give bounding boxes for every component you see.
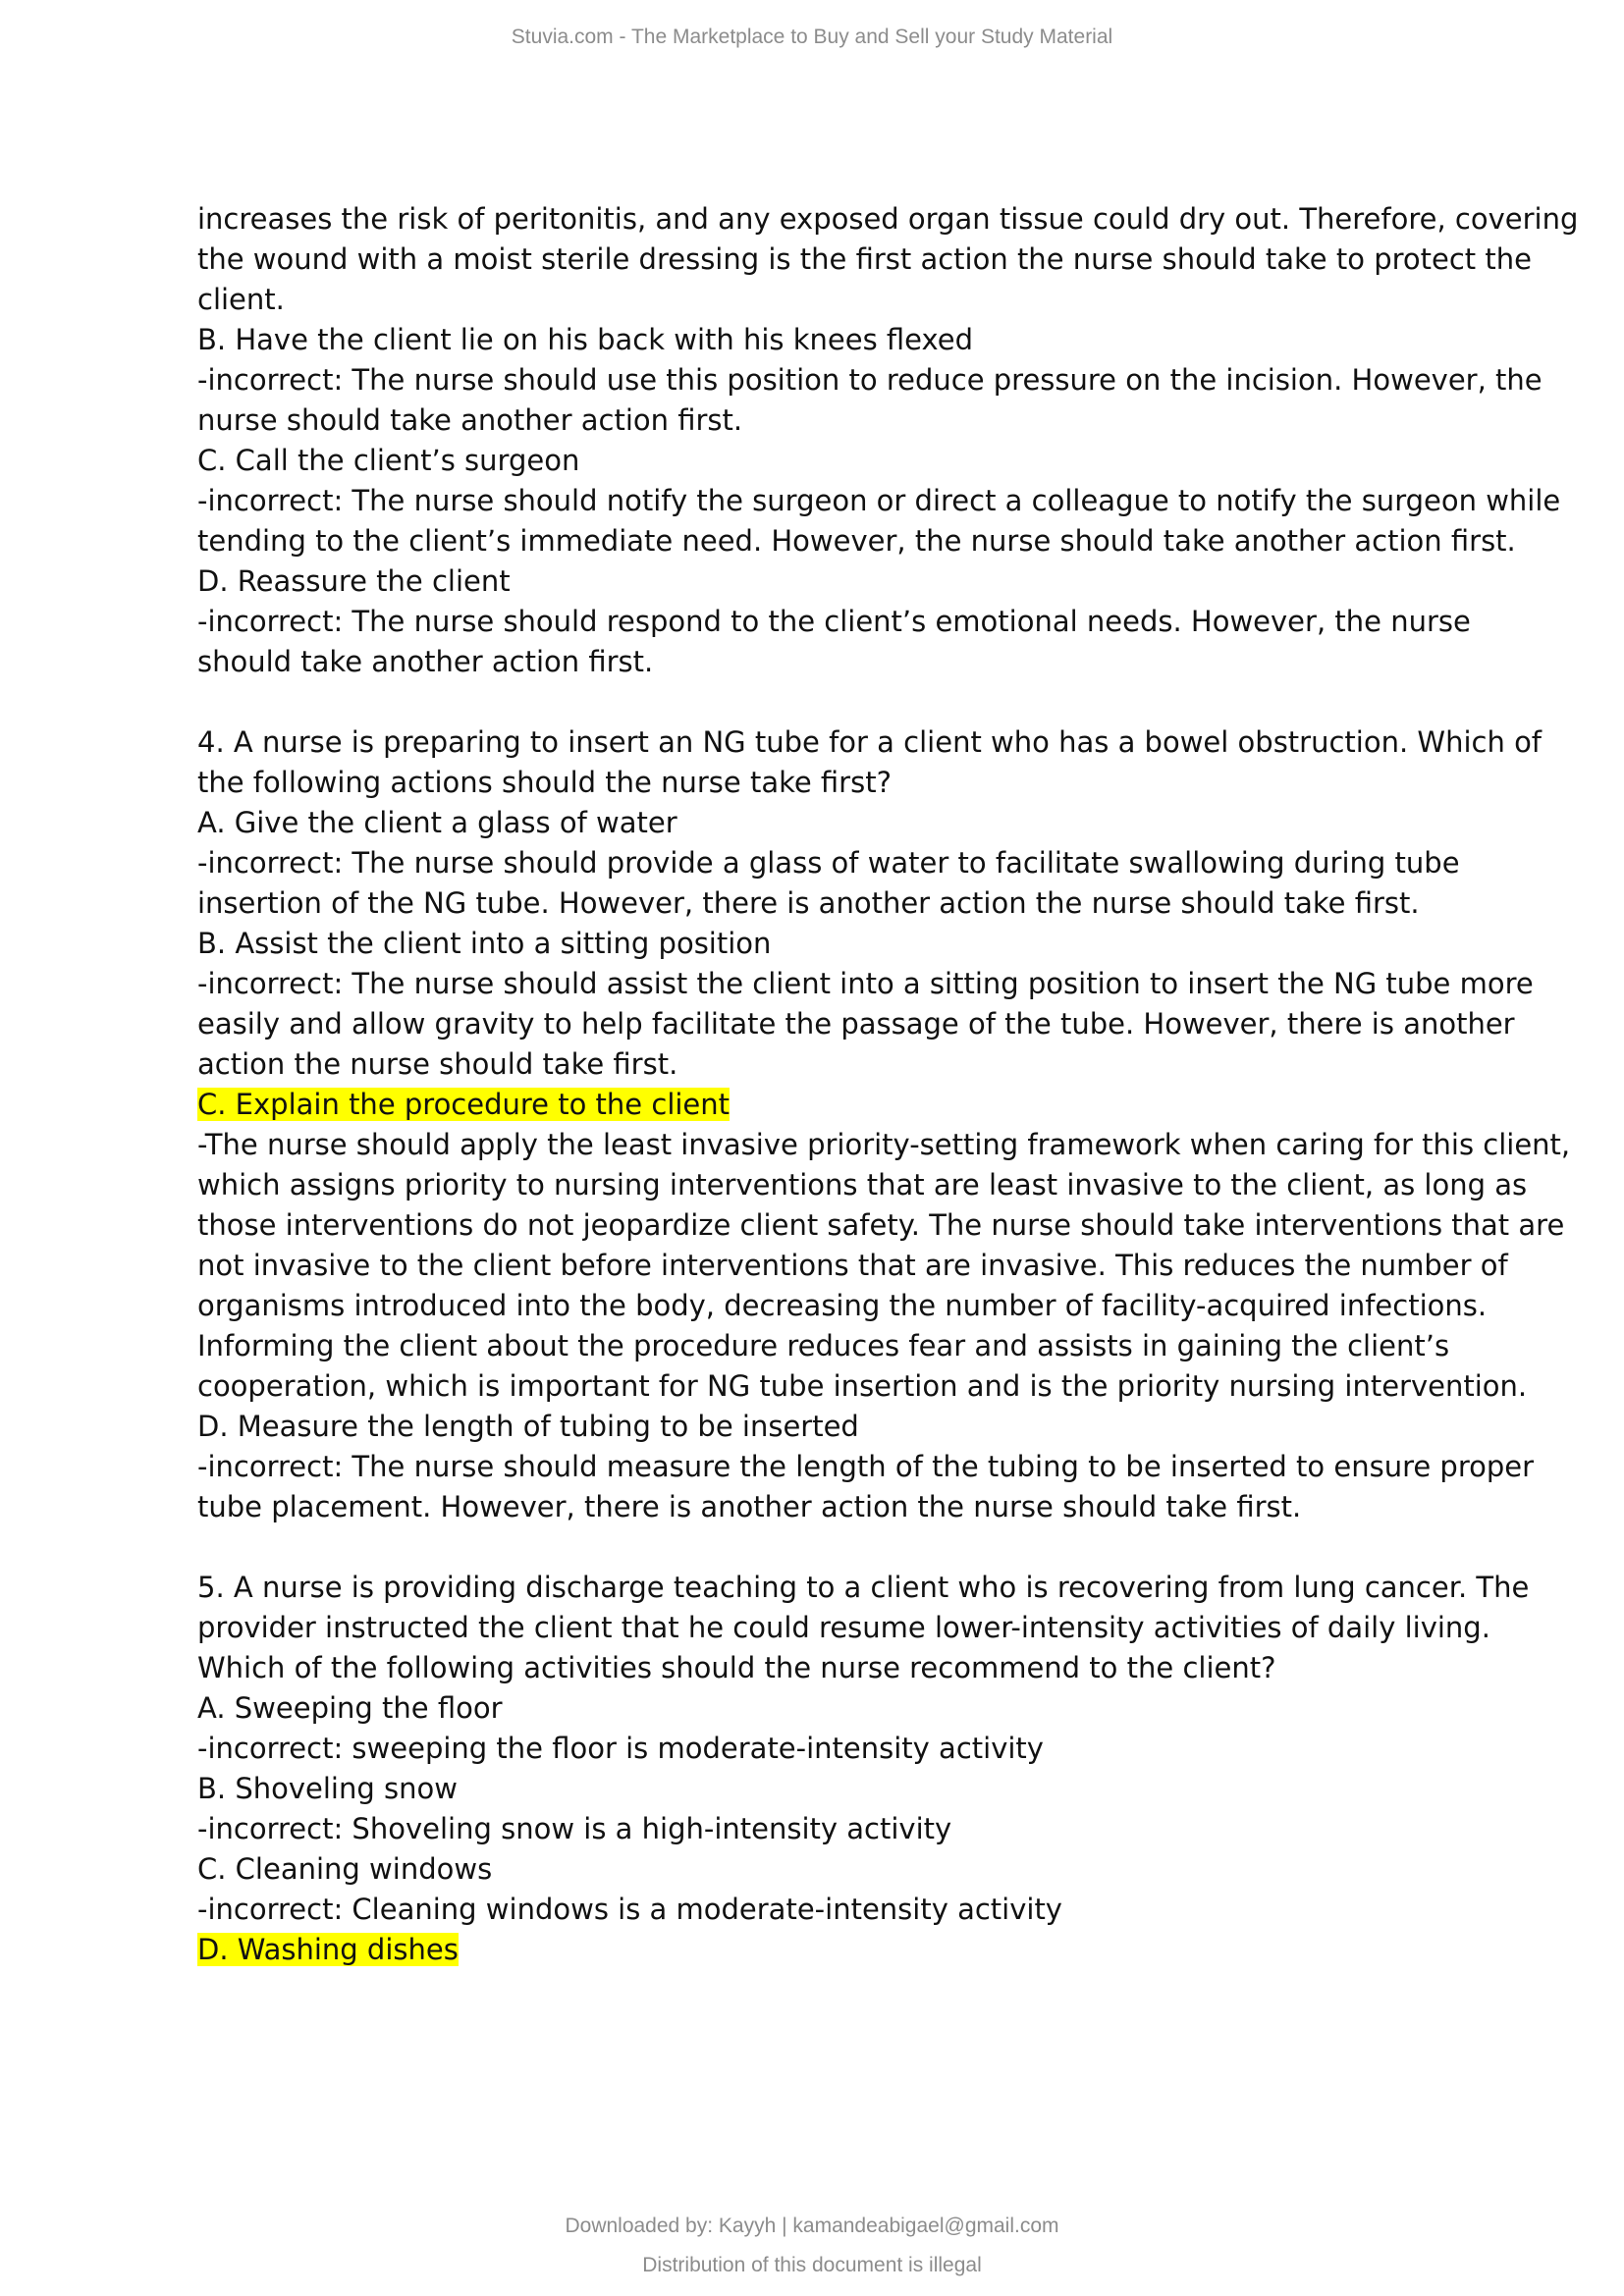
q5-correct-answer-highlight: D. Washing dishes [197, 1933, 459, 1966]
q5-question: Which of the following activities should the nurse recommend to the client? [197, 1651, 1276, 1684]
text-line: -incorrect: The nurse should use this position to reduce pressure on the incision. However, the [197, 363, 1543, 397]
q4-rationale-c: cooperation, which is important for NG tube insertion and is the priority nursing intervention. [197, 1369, 1528, 1403]
q4-rationale-a: insertion of the NG tube. However, there is another action the nurse should take first. [197, 886, 1420, 920]
q4-rationale-d: -incorrect: The nurse should measure the length of the tubing to be inserted to ensure proper [197, 1450, 1535, 1483]
q4-rationale-b: easily and allow gravity to help facilitate the passage of the tube. However, there is another [197, 1007, 1515, 1041]
site-banner: Stuvia.com - The Marketplace to Buy and Sell your Study Material [511, 26, 1113, 48]
q3-option-b: B. Have the client lie on his back with his knees flexed [197, 323, 974, 356]
q3-option-c: C. Call the client’s surgeon [197, 444, 580, 477]
q4-rationale-c: those interventions do not jeopardize client safety. The nurse should take interventions that are [197, 1208, 1565, 1242]
q4-option-d: D. Measure the length of tubing to be inserted [197, 1410, 859, 1443]
distribution-notice: Distribution of this document is illegal [642, 2254, 982, 2276]
q4-question: the following actions should the nurse take first? [197, 766, 892, 799]
text-line: -incorrect: The nurse should respond to the client’s emotional needs. However, the nurse [197, 605, 1471, 638]
text-line: tending to the client’s immediate need. However, the nurse should take another action first. [197, 524, 1516, 558]
q4-rationale-b: -incorrect: The nurse should assist the client into a sitting position to insert the NG tube more [197, 967, 1534, 1000]
q5-option-b: B. Shoveling snow [197, 1772, 458, 1805]
q4-rationale-c: -The nurse should apply the least invasive priority-setting framework when caring for this client, [197, 1128, 1571, 1161]
text-line: client. [197, 283, 285, 316]
q4-option-a: A. Give the client a glass of water [197, 806, 677, 839]
q5-question: 5. A nurse is providing discharge teaching to a client who is recovering from lung cancer. The [197, 1571, 1530, 1604]
q4-option-c-correct-line [197, 1085, 1493, 1125]
q5-option-d-correct-line [197, 1930, 1493, 1970]
q5-option-a: A. Sweeping the floor [197, 1691, 503, 1725]
q4-rationale-a: -incorrect: The nurse should provide a glass of water to facilitate swallowing during tube [197, 846, 1460, 880]
text-line: the wound with a moist sterile dressing is the first action the nurse should take to protect the [197, 242, 1532, 276]
download-credit: Downloaded by: Kayyh | kamandeabigael@gmail.com [565, 2215, 1059, 2237]
text-line: nurse should take another action first. [197, 403, 743, 437]
q3-option-d: D. Reassure the client [197, 564, 511, 598]
q5-rationale-a: -incorrect: sweeping the floor is moderate-intensity activity [197, 1732, 1044, 1765]
q4-question: 4. A nurse is preparing to insert an NG tube for a client who has a bowel obstruction. Which of [197, 725, 1543, 759]
q4-rationale-c: which assigns priority to nursing interventions that are least invasive to the client, as long as [197, 1168, 1528, 1201]
q4-rationale-b: action the nurse should take first. [197, 1047, 678, 1081]
q4-option-b: B. Assist the client into a sitting position [197, 927, 772, 960]
text-line: increases the risk of peritonitis, and any exposed organ tissue could dry out. Therefore, covering [197, 202, 1579, 236]
q5-option-c: C. Cleaning windows [197, 1852, 493, 1886]
q5-rationale-b: -incorrect: Shoveling snow is a high-intensity activity [197, 1812, 952, 1845]
q5-question: provider instructed the client that he could resume lower-intensity activities of daily living. [197, 1611, 1490, 1644]
text-line: -incorrect: The nurse should notify the surgeon or direct a colleague to notify the surgeon while [197, 484, 1561, 517]
q4-rationale-c: not invasive to the client before interventions that are invasive. This reduces the number of [197, 1249, 1508, 1282]
q4-rationale-c: Informing the client about the procedure reduces fear and assists in gaining the client’s [197, 1329, 1450, 1362]
paragraph-spacer [197, 1527, 1493, 1568]
q4-correct-answer-highlight: C. Explain the procedure to the client [197, 1088, 731, 1121]
q4-rationale-c: organisms introduced into the body, decreasing the number of facility-acquired infections. [197, 1289, 1488, 1322]
q4-rationale-d: tube placement. However, there is another action the nurse should take first. [197, 1490, 1302, 1523]
paragraph-spacer [197, 682, 1493, 722]
text-line: should take another action first. [197, 645, 654, 678]
q5-rationale-c: -incorrect: Cleaning windows is a moderate-intensity activity [197, 1893, 1062, 1926]
document-body [197, 199, 1579, 1970]
